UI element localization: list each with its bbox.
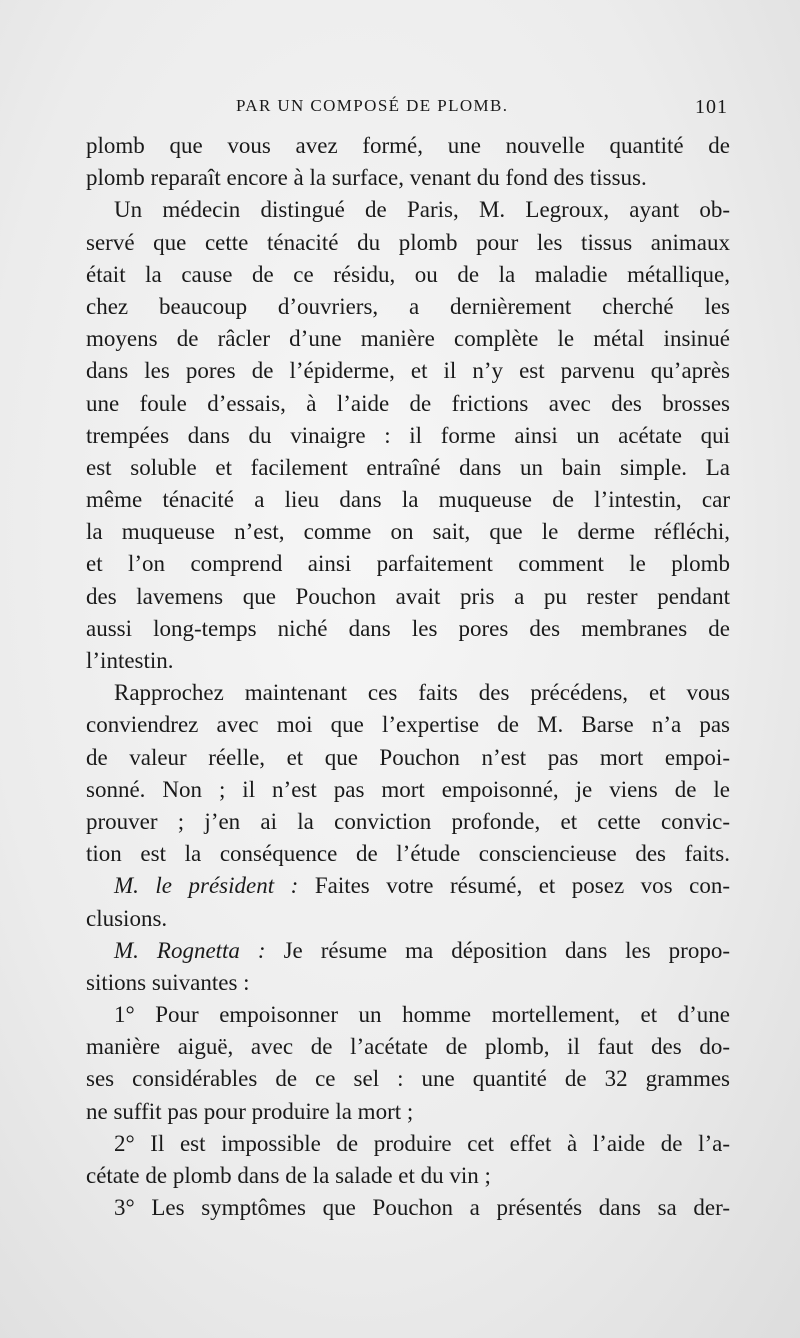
text-line: conviendrez avec moi que l’expertise de M. Barse n’a pas — [86, 712, 730, 738]
text-line: chez beaucoup d’ouvriers, a dernièrement cherché les — [86, 293, 730, 319]
text-line: dans les pores de l’épiderme, et il n’y est parvenu qu’après — [86, 358, 730, 384]
speaker-rognetta: M. Rognetta : — [114, 937, 266, 963]
text-line: sitions suivantes : — [86, 969, 250, 995]
text-line: plomb que vous avez formé, une nouvelle quantité de — [86, 133, 730, 158]
text-line: une foule d’essais, à l’aide de frictions avec des brosses — [86, 390, 730, 416]
page-number: 101 — [695, 96, 728, 118]
text-line: plomb reparaît encore à la surface, venant du fond des tissus. — [86, 165, 647, 191]
text-line: trempées dans du vinaigre : il forme ainsi un acétate qui — [86, 422, 730, 448]
body-text — [86, 130, 730, 1224]
text-line — [86, 935, 730, 967]
text-line: sonné. Non ; il n’est pas mort empoisonné, je viens de le — [86, 776, 730, 802]
text-line: moyens de râcler d’une manière complète le métal insinué — [86, 326, 730, 352]
text-line: même ténacité a lieu dans la muqueuse de l’intestin, car — [86, 487, 730, 513]
text-line — [86, 870, 730, 902]
text-line: des lavemens que Pouchon avait pris a pu rester pendant — [86, 583, 730, 609]
text-line-body: Faites votre résumé, et posez vos con- — [314, 873, 731, 899]
text-line: ne suffit pas pour produire la mort ; — [86, 1098, 414, 1124]
speaker-president: M. le président : — [114, 873, 299, 899]
text-line: est soluble et facilement entraîné dans un bain simple. La — [86, 454, 730, 480]
text-line: manière aiguë, avec de l’acétate de plomb, il faut des do- — [86, 1034, 730, 1060]
text-line: aussi long-temps niché dans les pores des membranes de — [86, 615, 730, 641]
text-line: clusions. — [86, 905, 168, 931]
text-line: 3° Les symptômes que Pouchon a présentés dans sa der- — [114, 1195, 730, 1221]
running-title: PAR UN COMPOSÉ DE PLOMB. — [236, 96, 509, 115]
text-line: l’intestin. — [86, 648, 174, 673]
text-line: Un médecin distingué de Paris, M. Legroux, ayant ob- — [114, 197, 730, 223]
text-line: et l’on comprend ainsi parfaitement comment le plomb — [86, 551, 730, 577]
text-line: ses considérables de ce sel : une quantité de 32 grammes — [86, 1066, 730, 1092]
text-line: 1° Pour empoisonner un homme mortellement, et d’une — [114, 1002, 730, 1028]
text-line: tion est la conséquence de l’étude consciencieuse des faits. — [86, 841, 730, 867]
text-line: la muqueuse n’est, comme on sait, que le derme réfléchi, — [86, 519, 730, 545]
text-line: servé que cette ténacité du plomb pour les tissus animaux — [86, 229, 730, 255]
text-line: Rapprochez maintenant ces faits des précédens, et vous — [114, 680, 730, 706]
text-line-body: Je résume ma déposition dans les propo- — [283, 937, 730, 963]
text-line: 2° Il est impossible de produire cet effet à l’aide de l’a- — [114, 1130, 730, 1156]
text-line: de valeur réelle, et que Pouchon n’est pas mort empoi- — [86, 744, 730, 770]
text-line: était la cause de ce résidu, ou de la maladie métallique, — [86, 261, 730, 287]
page-header — [86, 96, 730, 122]
text-line: prouver ; j’en ai la conviction profonde, et cette convic- — [86, 808, 730, 834]
text-line: cétate de plomb dans de la salade et du vin ; — [86, 1163, 491, 1188]
